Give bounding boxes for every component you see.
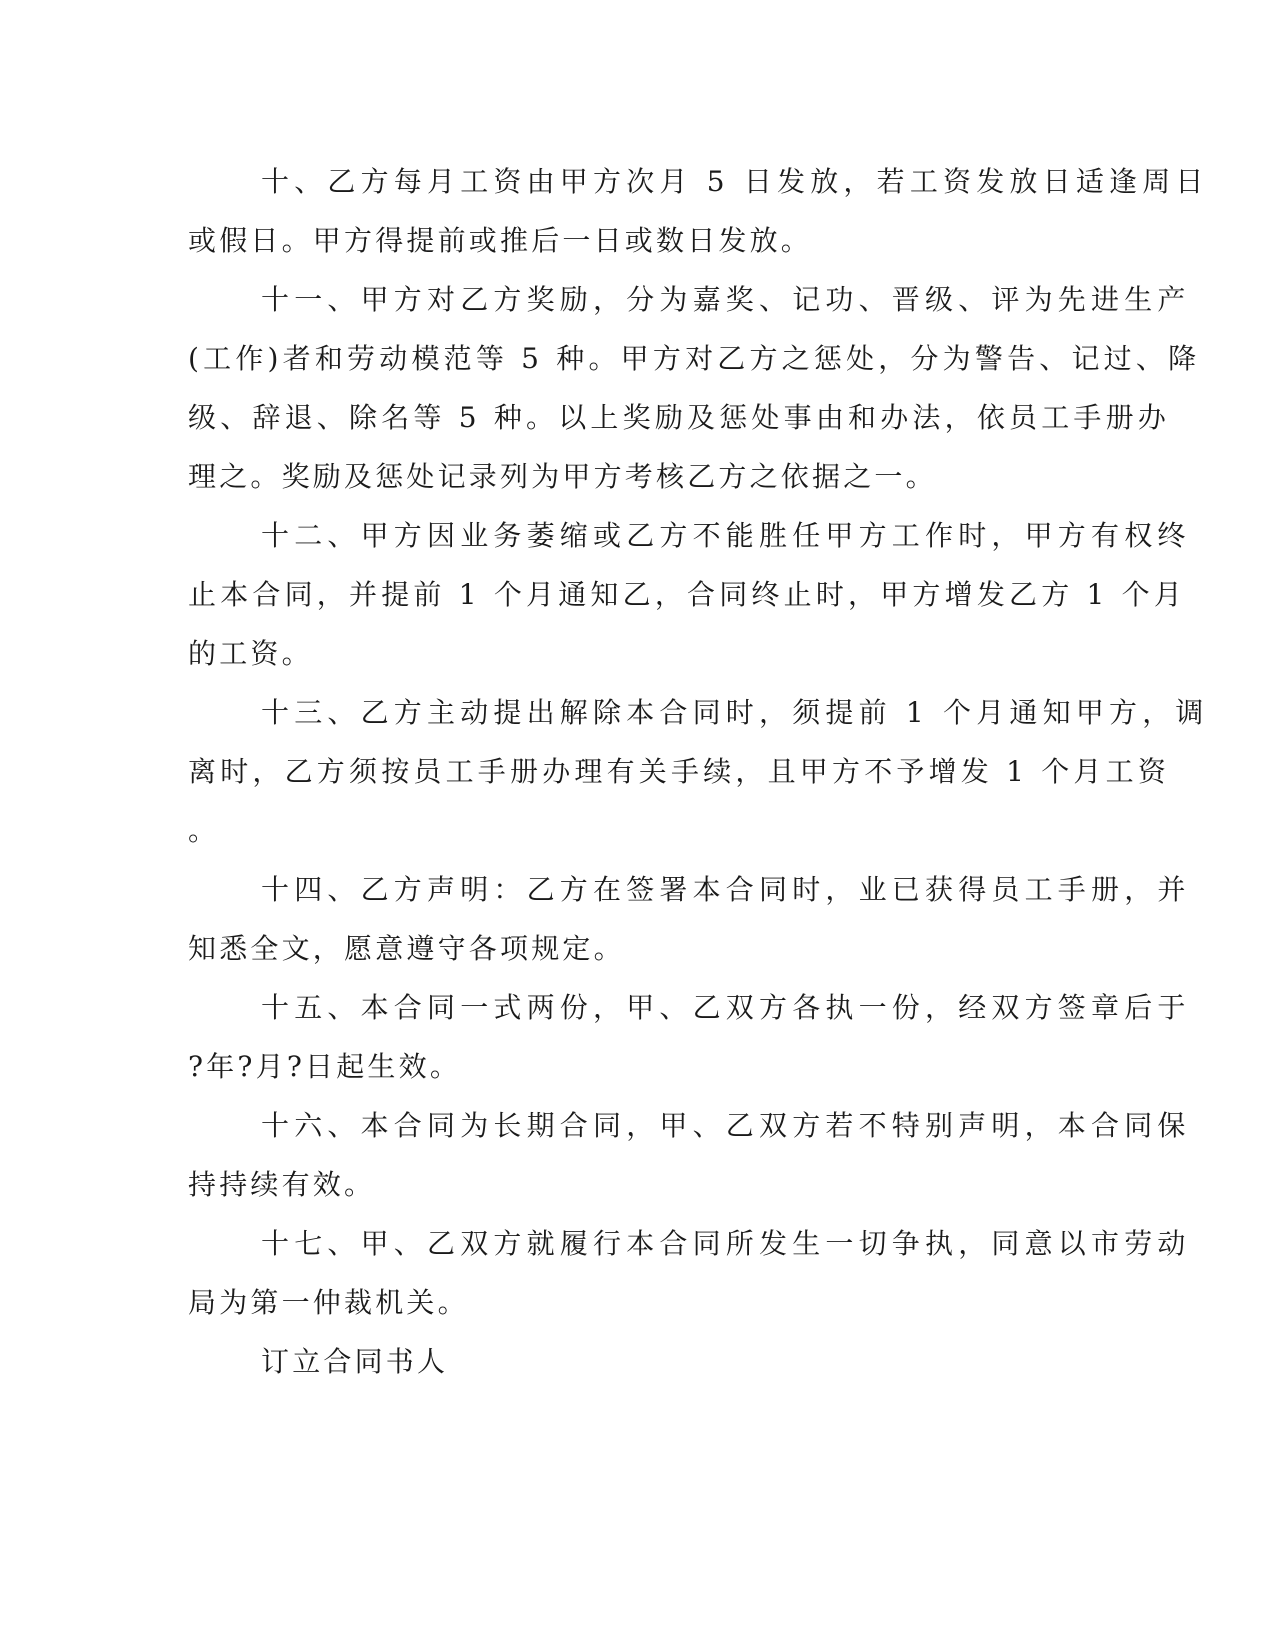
clause-14-line-1: 十四、乙方声明：乙方在签署本合同时，业已获得员工手册，并 — [261, 873, 1191, 906]
clause-17-line-2: 局为第一仲裁机关。 — [188, 1286, 469, 1319]
clause-13-line-2: 离时，乙方须按员工手册办理有关手续，且甲方不予增发 1 个月工资 — [188, 755, 1171, 788]
clause-16-line-2: 持持续有效。 — [188, 1168, 376, 1201]
clause-17-line-1: 十七、甲、乙双方就履行本合同所发生一切争执，同意以市劳动 — [261, 1227, 1191, 1260]
clause-11-line-1: 十一、甲方对乙方奖励，分为嘉奖、记功、晋级、评为先进生产 — [261, 283, 1191, 316]
clause-13-line-1: 十三、乙方主动提出解除本合同时，须提前 1 个月通知甲方，调 — [261, 696, 1209, 729]
clause-15-line-2: ?年?月?日起生效。 — [188, 1050, 462, 1083]
clause-10-line-2: 或假日。甲方得提前或推后一日或数日发放。 — [188, 224, 813, 257]
clause-12-line-3: 的工资。 — [188, 637, 313, 670]
clause-12-line-2: 止本合同，并提前 1 个月通知乙，合同终止时，甲方增发乙方 1 个月 — [188, 578, 1187, 611]
clause-10-line-1: 十、乙方每月工资由甲方次月 5 日发放，若工资发放日适逢周日 — [261, 165, 1209, 198]
clause-15-line-1: 十五、本合同一式两份，甲、乙双方各执一份，经双方签章后于 — [261, 991, 1191, 1024]
clause-13-line-3: 。 — [188, 814, 217, 847]
clause-14-line-2: 知悉全文，愿意遵守各项规定。 — [188, 932, 625, 965]
clause-11-line-4: 理之。奖励及惩处记录列为甲方考核乙方之依据之一。 — [188, 460, 937, 493]
signatory-label: 订立合同书人 — [261, 1345, 449, 1378]
clause-16-line-1: 十六、本合同为长期合同，甲、乙双方若不特别声明，本合同保 — [261, 1109, 1191, 1142]
clause-11-line-2: (工作)者和劳动模范等 5 种。甲方对乙方之惩处，分为警告、记过、降 — [188, 342, 1201, 375]
clause-12-line-1: 十二、甲方因业务萎缩或乙方不能胜任甲方工作时，甲方有权终 — [261, 519, 1191, 552]
clause-11-line-3: 级、辞退、除名等 5 种。以上奖励及惩处事由和办法，依员工手册办 — [188, 401, 1171, 434]
